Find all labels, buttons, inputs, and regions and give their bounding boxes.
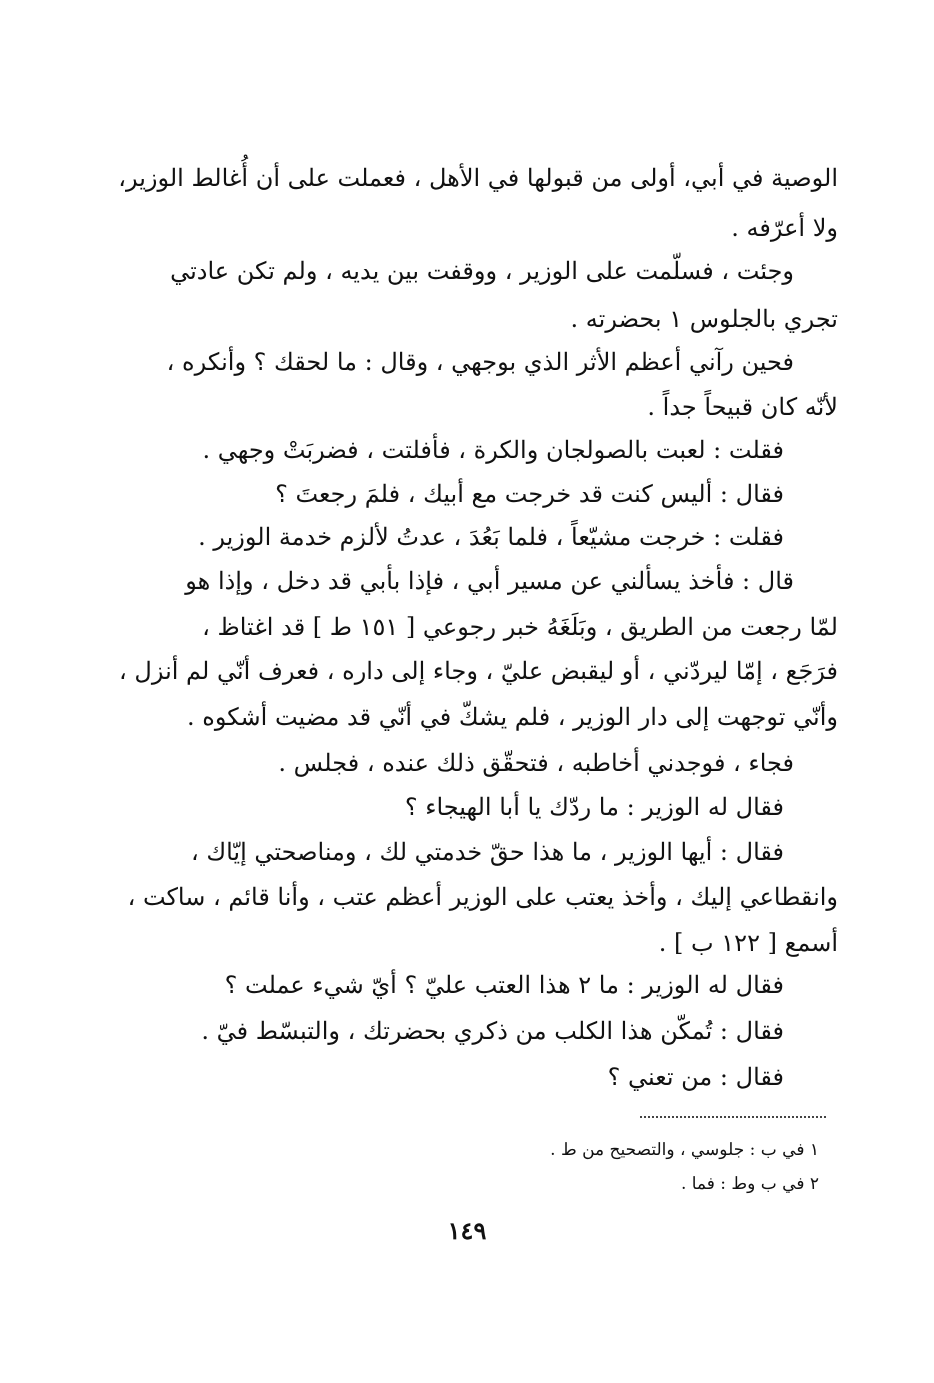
text-line: فقلت : لعبت بالصولجان والكرة ، فأفلتت ، فضربَتْ وجهي . [202,436,784,464]
text-line: لأنّه كان قبيحاً جداً . [647,393,838,421]
text-line: الوصية في أبي، أولى من قبولها في الأهل ، فعملت على أن أُغالط الوزير، [118,164,838,192]
text-line: وأنّي توجهت إلى دار الوزير ، فلم يشكّ في أنّي قد مضيت أشكوه . [187,703,838,731]
footnote-separator [640,1116,826,1118]
text-line: ولا أعرّفه . [731,214,838,242]
text-line: أسمع [ ١٢٢ ب ] . [658,929,838,957]
text-line: فقال له الوزير : ما ردّك يا أبا الهيجاء ؟ [404,793,784,821]
text-line: وجئت ، فسلّمت على الوزير ، ووقفت بين يديه ، ولم تكن عادتي [170,257,794,285]
text-line: لمّا رجعت من الطريق ، وبَلَغَهُ خبر رجوعي [ ١٥١ ط ] قد اغتاظ ، [202,613,838,641]
text-line: فحين رآني أعظم الأثر الذي بوجهي ، وقال : ما لحقك ؟ وأنكره ، [166,348,794,376]
text-line: فقال : أيها الوزير ، ما هذا حقّ خدمتي لك ، ومناصحتي إيّاك ، [190,838,784,866]
text-line: تجري بالجلوس ١ بحضرته . [570,305,838,333]
text-line: فقال : أليس كنت قد خرجت مع أبيك ، فلمَ رجعتَ ؟ [275,480,784,508]
text-line: وانقطاعي إليك ، وأخذ يعتب على الوزير أعظم عتب ، وأنا قائم ، ساكت ، [127,883,838,911]
page-number: ١٤٩ [447,1216,487,1245]
text-line: فقال : تُمكّن هذا الكلب من ذكري بحضرتك ، والتبسّط فيّ . [201,1017,784,1045]
text-line: فقلت : خرجت مشيّعاً ، فلما بَعُدَ ، عدتُ لألزم خدمة الوزير . [198,523,784,551]
text-line: فقال : من تعني ؟ [607,1063,784,1091]
text-line: فجاء ، فوجدني أخاطبه ، فتحقّق ذلك عنده ، فجلس . [278,749,794,777]
text-line: فرَجَع ، إمّا ليردّني ، أو ليقبض عليّ ، وجاء إلى داره ، فعرف أنّي لم أنزل ، [119,657,838,685]
footnote: ١ في ب : جلوسي ، والتصحيح من ط . [550,1140,819,1160]
text-line: فقال له الوزير : ما ٢ هذا العتب عليّ ؟ أيّ شيء عملت ؟ [224,971,784,999]
text-line: قال : فأخذ يسألني عن مسير أبي ، فإذا بأبي قد دخل ، وإذا هو [185,567,794,595]
footnote: ٢ في ب وط : فما . [680,1174,819,1194]
